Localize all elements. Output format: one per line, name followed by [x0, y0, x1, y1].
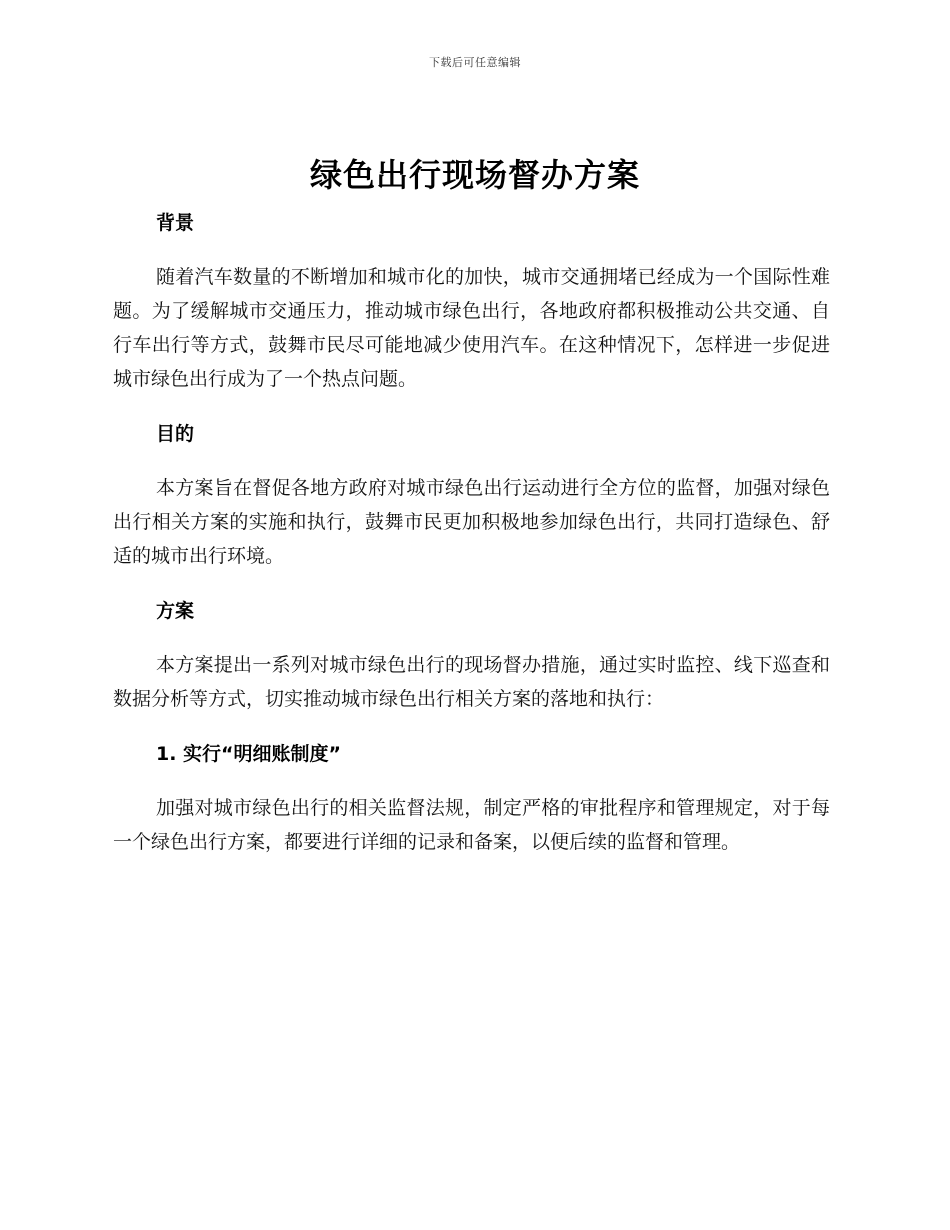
- section-heading-plan: 方案: [156, 600, 195, 622]
- document-title: 绿色出行现场督办方案: [309, 156, 640, 194]
- section-paragraph-ledger-system: 加强对城市绿色出行的相关监督法规，制定严格的审批程序和管理规定，对于每一个绿色出行方案，都要进行详细的记录和备案，以便后续的监督和管理。: [113, 797, 830, 853]
- document-body: [113, 206, 830, 859]
- section-heading-ledger-system: 1. 实行“明细账制度”: [156, 743, 342, 765]
- section-paragraph-purpose: 本方案旨在督促各地方政府对城市绿色出行运动进行全方位的监督，加强对绿色出行相关方案的实施和执行，鼓舞市民更加积极地参加绿色出行，共同打造绿色、舒适的城市出行环境。: [113, 477, 830, 567]
- section-paragraph-background: 随着汽车数量的不断增加和城市化的加快，城市交通拥堵已经成为一个国际性难题。为了缓解城市交通压力，推动城市绿色出行，各地政府都积极推动公共交通、自行车出行等方式，鼓舞市民尽可能地减少使用汽车。在这种情况下，怎样进一步促进城市绿色出行成为了一个热点问题。: [113, 266, 830, 390]
- section-heading-purpose: 目的: [156, 423, 195, 445]
- section-heading-background: 背景: [156, 212, 195, 234]
- section-paragraph-plan: 本方案提出一系列对城市绿色出行的现场督办措施，通过实时监控、线下巡查和数据分析等方式，切实推动城市绿色出行相关方案的落地和执行：: [113, 654, 830, 710]
- page-header: 下载后可任意编辑: [429, 56, 521, 69]
